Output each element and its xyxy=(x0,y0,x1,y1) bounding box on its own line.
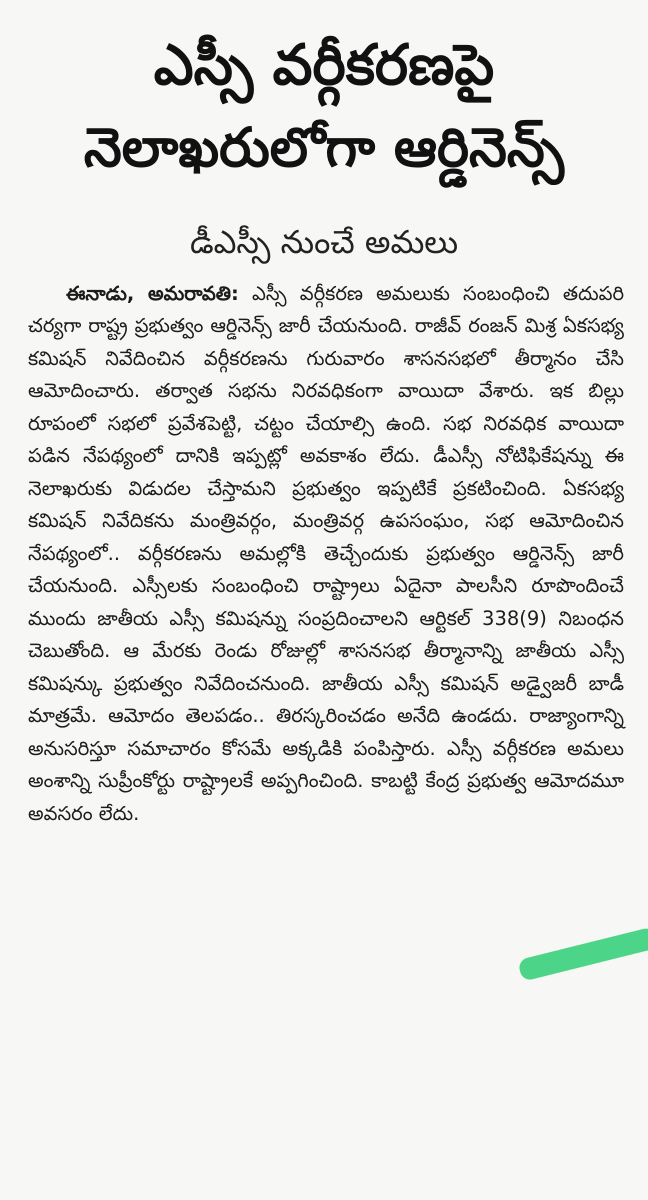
highlighter-mark xyxy=(517,926,648,981)
headline-line-1: ఎస్సీ వర్గీకరణపై xyxy=(153,33,495,98)
dateline: ఈనాడు, అమరావతి: xyxy=(66,281,239,305)
subheadline: డీఎస్సీ నుంచే అమలు xyxy=(189,222,459,261)
headline-line-2: నెలాఖరులోగా ఆర్డినెన్స్ xyxy=(83,116,565,179)
article-body xyxy=(28,278,624,831)
article-body-text: ఎస్సీ వర్గీకరణ అమలుకు సంబంధించి తదుపరి చర్యగా రాష్ట్ర ప్రభుత్వం ఆర్డినెన్స్ జారీ చేయనుంది. రాజీవ్ రంజన్ మిశ్ర ఏకసభ్య కమిషన్ నివేదించిన వర్గీకరణను గురువారం శాసనసభలో తీర్మానం చేసి ఆమోదించారు. తర్వాత సభను నిరవధికంగా వాయిదా వేశారు. ఇక బిల్లు రూపంలో సభలో ప్రవేశపెట్టి, చట్టం చేయాల్సి ఉంది. సభ నిరవధిక వాయిదా పడిన నేపథ్యంలో దానికి ఇప్పట్లో అవకాశం లేదు. డీఎస్సీ నోటిఫికేషన్ను ఈ నెలాఖరుకు విడుదల చేస్తామని ప్రభుత్వం ఇప్పటికే ప్రకటించింది. ఏకసభ్య కమిషన్ నివేదికను మంత్రివర్గం, మంత్రివర్గ ఉపసంఘం, సభ ఆమోదించిన నేపథ్యంలో.. వర్గీకరణను అమల్లోకి తెచ్చేందుకు ప్రభుత్వం ఆర్డినెన్స్ జారీ చేయనుంది. ఎస్సీలకు సంబంధించి రాష్ట్రాలు ఏదైనా పాలసీని రూపొందించే ముందు జాతీయ ఎస్సీ కమిషన్ను సంప్రదించాలని ఆర్టికల్ 338(9) నిబంధన చెబుతోంది. ఆ మేరకు రెండు రోజుల్లో శాసనసభ తీర్మానాన్ని జాతీయ ఎస్సీ కమిషన్కు ప్రభుత్వం నివేదించనుంది. జాతీయ ఎస్సీ కమిషన్ అడ్వైజరీ బాడీ మాత్రమే. ఆమోదం తెలపడం.. తిరస్కరించడం అనేది ఉండదు. రాజ్యాంగాన్ని అనుసరిస్తూ సమాచారం కోసమే అక్కడికి పంపిస్తారు. ఎస్సీ వర్గీకరణ అమలు అంశాన్ని సుప్రీంకోర్టు రాష్ట్రాలకే అప్పగించింది. కాబట్టి కేంద్ర ప్రభుత్వ ఆమోదమూ అవసరం లేదు. xyxy=(28,281,625,825)
